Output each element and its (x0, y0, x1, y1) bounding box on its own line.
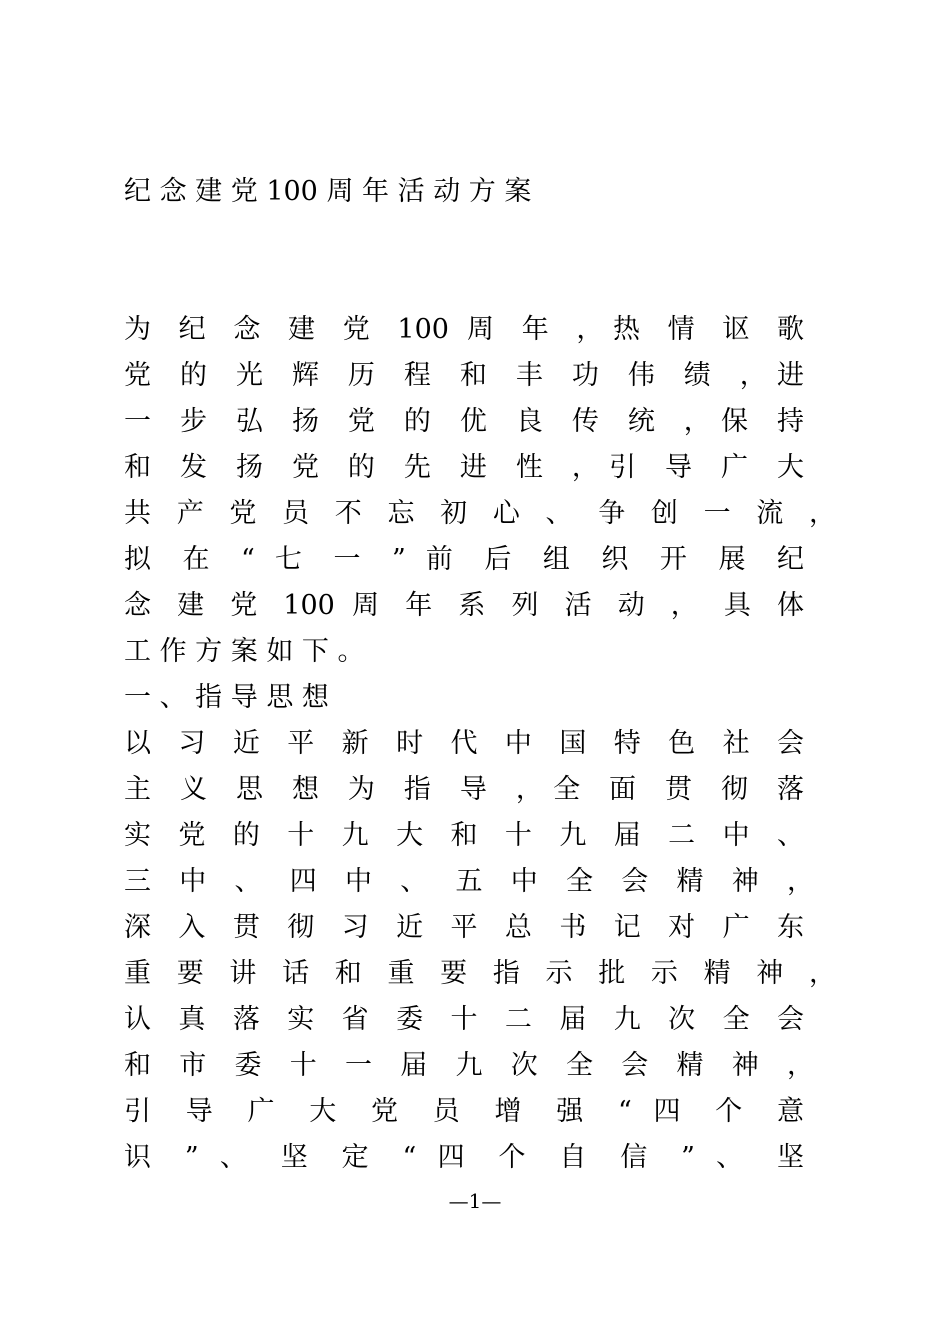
body-line: 认 真 落 实 省 委 十 二 届 九 次 全 会 (124, 1004, 804, 1035)
body-line: 三 中 、 四 中 、 五 中 全 会 精 神 ， (124, 866, 814, 897)
page-number: —1— (448, 1189, 502, 1213)
body-line: 一 步 弘 扬 党 的 优 良 传 统 ，保 持 (124, 406, 804, 437)
body-line: 引 导 广 大 党 员 增 强 “ 四 个 意 (124, 1096, 804, 1127)
section-heading: 一 、 指 导 思 想 (124, 682, 329, 713)
body-line: 重 要 讲 话 和 重 要 指 示 批 示 精 神 ， (124, 958, 836, 989)
body-line: 识 ” 、 坚 定 “ 四 个 自 信 ” 、 坚 (124, 1142, 804, 1173)
document-title: 纪 念 建 党 100 周 年 活 动 方 案 (124, 176, 532, 207)
body-line: 主 义 思 想 为 指 导 ，全 面 贯 彻 落 (124, 774, 804, 805)
body-line: 实 党 的 十 九 大 和 十 九 届 二 中 、 (124, 820, 804, 851)
body-line: 深 入 贯 彻 习 近 平 总 书 记 对 广 东 (124, 912, 804, 943)
body-line: 党 的 光 辉 历 程 和 丰 功 伟 绩 ，进 (124, 360, 804, 391)
body-line: 拟 在 “ 七 一 ” 前 后 组 织 开 展 纪 (124, 544, 804, 575)
body-line: 以 习 近 平 新 时 代 中 国 特 色 社 会 (124, 728, 804, 759)
body-line: 为 纪 念 建 党 100 周 年 ，热 情 讴 歌 (124, 314, 804, 345)
body-line: 念 建 党 100 周 年 系 列 活 动 ， 具 体 (124, 590, 804, 621)
body-line: 工 作 方 案 如 下 。 (124, 636, 365, 667)
body-line: 共 产 党 员 不 忘 初 心 、 争 创 一 流 ， (124, 498, 836, 529)
body-line: 和 发 扬 党 的 先 进 性 ，引 导 广 大 (124, 452, 804, 483)
body-line: 和 市 委 十 一 届 九 次 全 会 精 神 ， (124, 1050, 814, 1081)
